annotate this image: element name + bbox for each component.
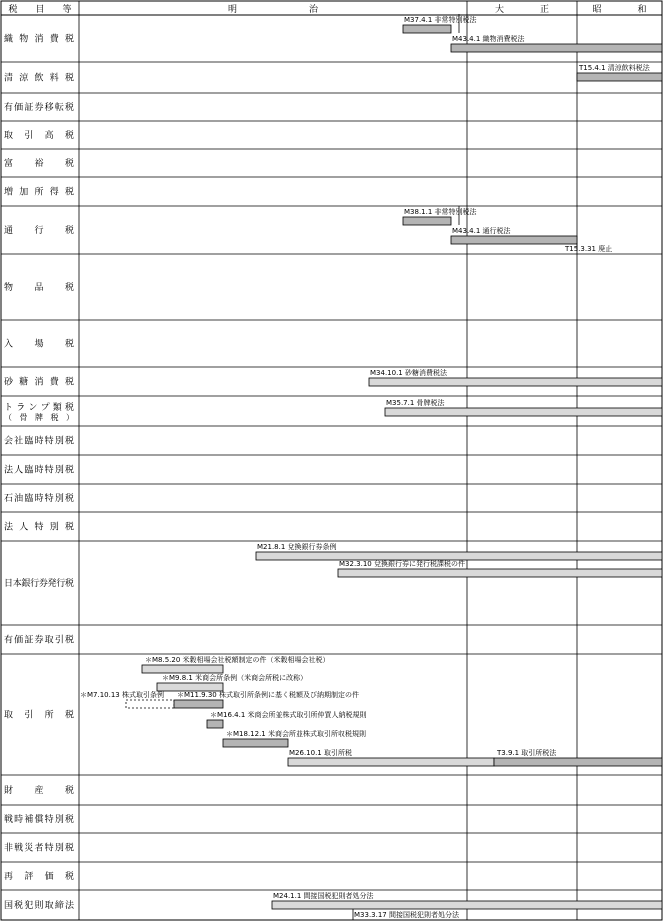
row-label: 有価証券取引税 xyxy=(4,635,74,646)
timeline-bar xyxy=(256,552,662,560)
timeline-bar xyxy=(126,700,174,708)
header-tax-items: 税 目 等 xyxy=(8,5,72,15)
row-label: 有価証券移転税 xyxy=(4,103,74,113)
timeline-bar xyxy=(223,739,288,747)
event-label: M21.8.1 兌換銀行券条例 xyxy=(257,543,337,551)
event-label: M26.10.1 取引所税 xyxy=(289,749,352,757)
event-label: T15.4.1 清涼飲料税法 xyxy=(579,64,650,72)
row-label: 織物消費税 xyxy=(4,34,74,45)
row-label: 取引所税 xyxy=(4,710,74,721)
event-label: T3.9.1 取引所税法 xyxy=(497,749,557,757)
event-label: ＊M11.9.30 株式取引所条例に基く税額及び納期制定の件 xyxy=(177,691,359,699)
event-label: ＊M16.4.1 米商会所並株式取引所仲買人納税規則 xyxy=(210,711,367,719)
event-label: M32.3.10 兌換銀行券に発行税課税の件 xyxy=(339,560,465,568)
row-label: 国税犯則取締法 xyxy=(4,901,74,911)
row-label: 入場税 xyxy=(4,339,74,350)
row-label: 非戦災者特別税 xyxy=(4,843,74,854)
event-label: M34.10.1 砂糖消費税法 xyxy=(370,369,447,377)
timeline-bar xyxy=(451,236,577,244)
timeline-bar xyxy=(403,25,451,33)
event-label: M35.7.1 骨牌税法 xyxy=(386,399,445,407)
row-label: 再評価税 xyxy=(4,872,74,882)
event-label: M24.1.1 間接国税犯則者処分法 xyxy=(273,892,374,900)
event-label: ＊M18.12.1 米商会所並株式取引所収税規則 xyxy=(226,730,366,738)
row-label: 富裕税 xyxy=(4,159,74,169)
timeline-bar xyxy=(494,758,662,766)
row-label: 法人臨時特別税 xyxy=(4,465,74,476)
event-label: M38.1.1 非常特別税法 xyxy=(404,208,477,216)
timeline-bar xyxy=(272,901,662,909)
timeline-bar xyxy=(142,665,223,673)
timeline-bar xyxy=(207,720,223,728)
header-showa: 昭 和 xyxy=(592,5,647,15)
timeline-bar xyxy=(338,569,662,577)
row-label: 砂糖消費税 xyxy=(4,377,74,388)
row-label: 会社臨時特別税 xyxy=(4,436,74,447)
row-label: トランプ類税 xyxy=(4,403,74,413)
row-label: 石油臨時特別税 xyxy=(4,494,74,504)
row-sublabel: （骨牌税） xyxy=(4,413,74,422)
timeline-bar xyxy=(174,700,223,708)
event-label: ＊M9.8.1 米商会所条例（米商会所税に改称） xyxy=(162,674,308,682)
timeline-bar xyxy=(288,758,494,766)
event-label: M43.4.1 通行税法 xyxy=(452,227,511,235)
event-label: ＊M8.5.20 米穀相場会社税額制定の件（米穀相場会社税） xyxy=(145,656,330,664)
timeline-bar xyxy=(451,44,662,52)
timeline-bar xyxy=(403,217,451,225)
row-label: 清涼飲料税 xyxy=(4,73,74,84)
row-label: 財産税 xyxy=(4,786,74,796)
row-label: 増加所得税 xyxy=(4,187,74,198)
row-label: 法人特別税 xyxy=(4,522,74,533)
row-label: 取引高税 xyxy=(4,131,74,141)
row-label: 戦時補償特別税 xyxy=(4,815,74,825)
event-label: T15.3.31 廃止 xyxy=(565,245,613,253)
event-label: M43.4.1 織物消費税法 xyxy=(452,35,525,43)
row-label: 日本銀行券発行税 xyxy=(4,579,74,589)
row-label: 通行税 xyxy=(4,226,74,236)
event-label: M37.4.1 非常特別税法 xyxy=(404,16,477,24)
timeline-bar xyxy=(385,408,662,416)
timeline-bar xyxy=(157,683,223,691)
header-taisho: 大 正 xyxy=(494,5,550,15)
timeline-bar xyxy=(369,378,662,386)
row-label: 物品税 xyxy=(4,283,74,293)
event-label: M33.3.17 間接国税犯則者処分法 xyxy=(354,911,459,919)
event-label: ＊M7.10.13 株式取引条例 xyxy=(80,691,164,699)
timeline-bar xyxy=(577,73,662,81)
header-meiji: 明 治 xyxy=(227,5,319,15)
